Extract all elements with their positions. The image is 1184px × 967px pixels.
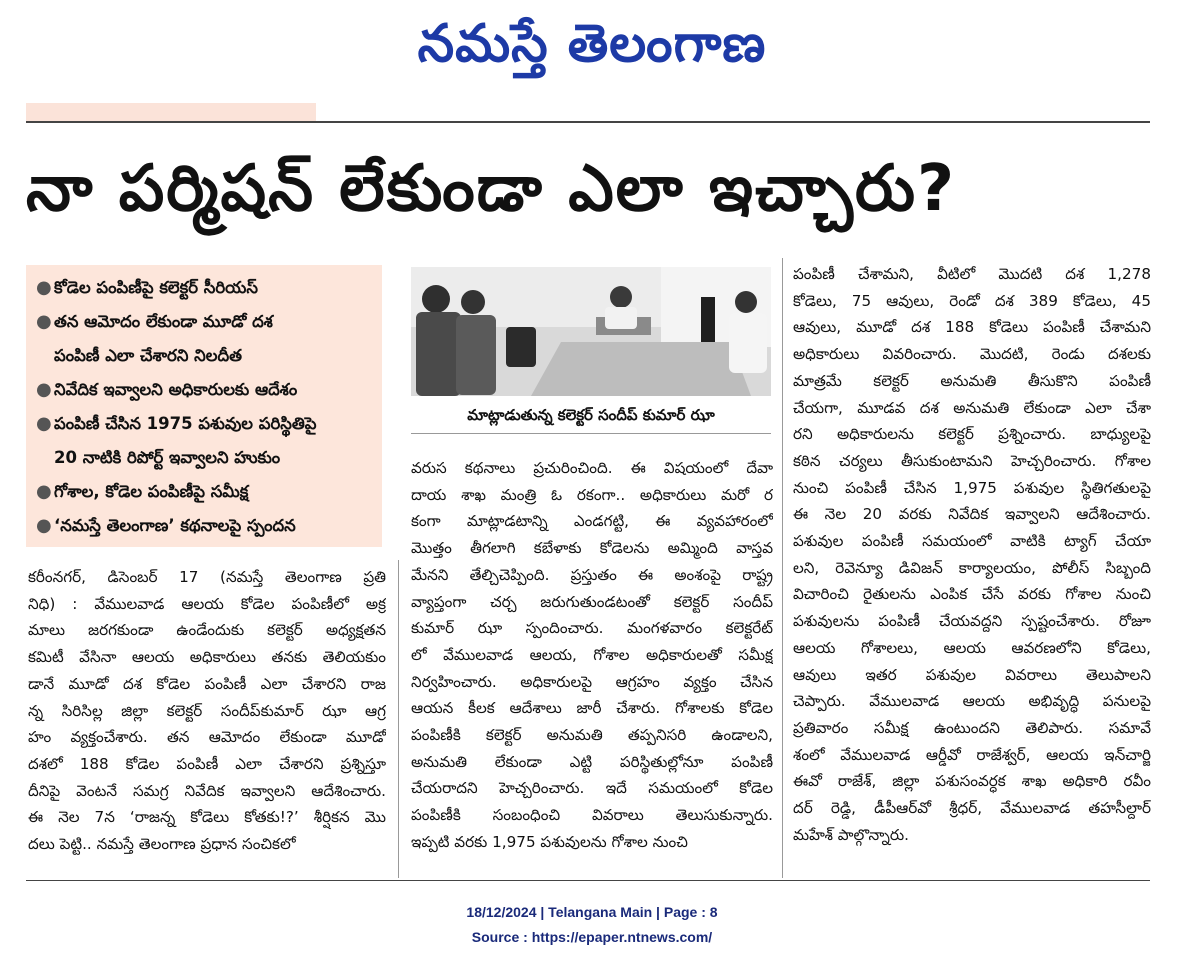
- bullet-icon: ●: [36, 515, 52, 536]
- header-divider: [26, 121, 1150, 123]
- highlight-text: తన ఆమోదం లేకుండా మూడో దశ: [54, 312, 273, 331]
- article-line: లని, రెవెన్యూ డివిజన్ కార్యాలయం, పోలీస్ సిబ్బంది: [793, 558, 1151, 577]
- article-line: శంలో వేములవాడ ఆర్డీవో రాజేశ్వర్, ఆలయ ఇన్‌చార్జి: [793, 745, 1151, 764]
- highlight-text: కోడెల పంపిణీపై కలెక్టర్ సీరియస్: [54, 278, 258, 297]
- footer-edition-info: 18/12/2024 | Telangana Main | Page : 8: [466, 904, 718, 920]
- article-line: అనుమతి లేకుండా ఎట్టి పరిస్థితుల్లోనూ పంపిణీ: [411, 752, 773, 771]
- article-line: దలు పెట్టి.. నమస్తే తెలంగాణ ప్రధాన సంచికలో: [28, 835, 296, 854]
- article-line: కంగా మాట్లాడటాన్ని ఎండగట్టి, ఈ వ్యవహారంలో: [411, 512, 773, 531]
- article-column-2: [411, 455, 773, 856]
- article-line: మేనని తేల్చిచెప్పింది. ప్రస్తుతం ఈ అంశంపై రాష్ట్ర: [411, 565, 773, 584]
- highlight-text: పంపిణీ ఎలా చేశారని నిలదీత: [54, 346, 242, 365]
- headline: నా పర్మిషన్ లేకుండా ఎలా ఇచ్చారు?: [26, 152, 957, 226]
- article-line: హం వ్యక్తంచేశారు. తన ఆమోదం లేకుండా మూడో: [28, 728, 386, 747]
- article-line: విచారించి రైతులను ఎంపిక చేసే వరకు గోశాల నుంచి: [793, 585, 1151, 604]
- article-line: చేయగా, మూడవ దశ అనుమతి లేకుండా ఎలా చేశా: [793, 398, 1151, 417]
- article-line: వ్యాప్తంగా చర్చ జరుగుతుండటంతో కలెక్టర్ సందీప్: [411, 592, 773, 611]
- highlight-item: [36, 407, 372, 475]
- article-line: లో వేములవాడ ఆలయ, గోశాల అధికారులతో సమీక్ష: [411, 645, 773, 664]
- article-line: ఆవులు, మూడో దశ 188 కోడెలు పంపిణీ చేశామని: [793, 318, 1151, 337]
- article-line: దర్ రెడ్డి, డీపీఆర్‌వో శ్రీధర్, వేములవాడ తహసీల్దార్: [793, 799, 1151, 818]
- bullet-icon: ●: [36, 413, 52, 434]
- highlight-item: [36, 305, 372, 373]
- column-divider-1: [398, 560, 399, 878]
- article-line: చెప్పారు. వేములవాడ ఆలయ అభివృద్ధి పనులపై: [793, 692, 1151, 711]
- photo-caption: మాట్లాడుతున్న కలెక్టర్ సందీప్ కుమార్ ఝా: [467, 406, 715, 424]
- article-line: డానే మూడో దశ కోడెల పంపిణీ ఎలా చేశారని రాజ: [28, 674, 386, 693]
- article-line: ప్రతివారం సమీక్ష ఉంటుందని తెలిపారు. సమావే: [793, 718, 1151, 737]
- highlight-text: పంపిణీ చేసిన 1975 పశువుల పరిస్థితిపై: [54, 414, 317, 433]
- article-line: కరీంనగర్, డిసెంబర్ 17 (నమస్తే తెలంగాణ ప్రతి: [28, 568, 386, 586]
- highlight-text: ‘నమస్తే తెలంగాణ’ కథనాలపై స్పందన: [54, 516, 296, 535]
- article-line: దీనిపై వెంటనే సమగ్ర నివేదిక ఇవ్వాలని ఆదేశించారు.: [28, 781, 386, 800]
- article-line: పశువుల పంపిణీ సమయంలో వాటికి ట్యాగ్ చేయా: [793, 532, 1151, 551]
- article-line: పంపిణీకి సంబంధించి వివరాలు తెలుసుకున్నారు.: [411, 806, 773, 825]
- highlight-item: [36, 475, 372, 509]
- article-line: రని అధికారులను కలెక్టర్ ప్రశ్నించారు. బాధ్యులపై: [793, 425, 1151, 444]
- article-line: అధికారులు వివరించారు. మొదటి, రెండు దశలకు: [793, 345, 1151, 364]
- article-line: పశువులను పంపిణీ చేయవద్దని స్పష్టంచేశారు. రోజూ: [793, 612, 1151, 631]
- highlight-text: 20 నాటికి రిపోర్ట్ ఇవ్వాలని హుకుం: [54, 448, 281, 467]
- highlight-text: నివేదిక ఇవ్వాలని అధికారులకు ఆదేశం: [54, 380, 298, 399]
- article-line: వరుస కథనాలు ప్రచురించింది. ఈ విషయంలో దేవా: [411, 459, 773, 477]
- bullet-icon: ●: [36, 379, 52, 400]
- article-column-1: [28, 564, 386, 858]
- article-line: చేయరాదని హెచ్చరించారు. ఇదే సమయంలో కోడెల: [411, 779, 773, 798]
- article-line: నిధి) : వేములవాడ ఆలయ కోడెల పంపిణీలో అక్ర: [28, 594, 386, 613]
- footer-source: Source : https://epaper.ntnews.com/: [471, 929, 713, 945]
- highlight-item: [36, 509, 372, 543]
- article-line: ఆవులు ఇతర పశువుల వివరాలు తెలుపాలని: [793, 665, 1151, 684]
- article-line: కుమార్ ఝా స్పందించారు. మంగళవారం కలెక్టరేట్: [411, 619, 773, 638]
- article-line: ఈవో రాజేశ్, జిల్లా పశుసంవర్ధక శాఖ అధికారి రవీం: [793, 772, 1151, 791]
- column-divider-2: [782, 258, 783, 878]
- highlight-text: గోశాల, కోడెల పంపిణీపై సమీక్ష: [54, 482, 249, 501]
- news-photo: [411, 267, 771, 396]
- article-line: మహేశ్ పాల్గొన్నారు.: [793, 825, 909, 844]
- article-line: ఈ నెల 7న ‘రాజన్న కోడెలు కోతకు!?’ శీర్షికన మొ: [28, 808, 386, 827]
- article-line: నిర్వహించారు. అధికారులపై ఆగ్రహం వ్యక్తం చేసిన: [411, 672, 773, 691]
- article-line: ఈ నెల 20 వరకు నివేదిక ఇవ్వాలని ఆదేశించారు.: [793, 505, 1151, 524]
- article-line: నుంచి పంపిణీ చేసిన 1,975 పశువుల స్థితిగతులపై: [793, 478, 1151, 497]
- article-line: మాత్రమే కలెక్టర్ అనుమతి తీసుకొని పంపిణీ: [793, 371, 1151, 390]
- article-line: పంపిణీ చేశామని, వీటిలో మొదటి దశ 1,278: [793, 265, 1151, 283]
- article-line: దాయ శాఖ మంత్రి ఓ రకంగా.. అధికారులు మరో ర: [411, 485, 773, 504]
- article-line: మాలు జరగకుండా ఉండేందుకు కలెక్టర్ అధ్యక్షతన: [28, 621, 386, 640]
- masthead-logo: నమస్తే తెలంగాణ: [417, 13, 767, 74]
- article-line: కోడెలు, 75 ఆవులు, రెండో దశ 389 కోడెలు, 45: [793, 291, 1151, 310]
- article-column-3: [793, 261, 1151, 848]
- article-line: ఆయన కీలక ఆదేశాలు జారీ చేశారు. గోశాలకు కోడెల: [411, 699, 773, 718]
- header-accent-strip: [26, 103, 316, 121]
- article-line: దశలో 188 కోడెల పంపిణీ ఎలా చేశారని ప్రశ్నిస్తూ: [28, 754, 386, 773]
- caption-divider: [411, 433, 771, 434]
- article-line: ఆలయ గోశాలలు, ఆలయ ఆవరణలోని కోడెలు,: [793, 638, 1151, 657]
- footer-divider: [26, 880, 1150, 881]
- article-line: పంపిణీకి కలెక్టర్ అనుమతి తప్పనిసరి ఉండాలని,: [411, 726, 773, 745]
- bullet-icon: ●: [36, 277, 52, 298]
- article-line: న్న సిరిసిల్ల జిల్లా కలెక్టర్ సందీప్‌కుమార్ ఝా ఆగ్ర: [28, 701, 386, 720]
- article-line: కమిటీ వేసినా ఆలయ అధికారులు తనకు తెలియకుం: [28, 648, 386, 667]
- highlights-box: [26, 265, 382, 547]
- meeting-photo-illustration: [411, 267, 771, 396]
- article-line: ఇప్పటి వరకు 1,975 పశువులను గోశాల నుంచి: [411, 832, 688, 851]
- article-line: మొత్తం తీగలాగి కబేళాకు కోడెలను అమ్మింది వాస్తవ: [411, 539, 773, 558]
- article-line: కఠిన చర్యలు తీసుకుంటామని హెచ్చరించారు. గోశాల: [793, 451, 1151, 470]
- bullet-icon: ●: [36, 481, 52, 502]
- highlight-item: [36, 271, 372, 305]
- bullet-icon: ●: [36, 311, 52, 332]
- highlight-item: [36, 373, 372, 407]
